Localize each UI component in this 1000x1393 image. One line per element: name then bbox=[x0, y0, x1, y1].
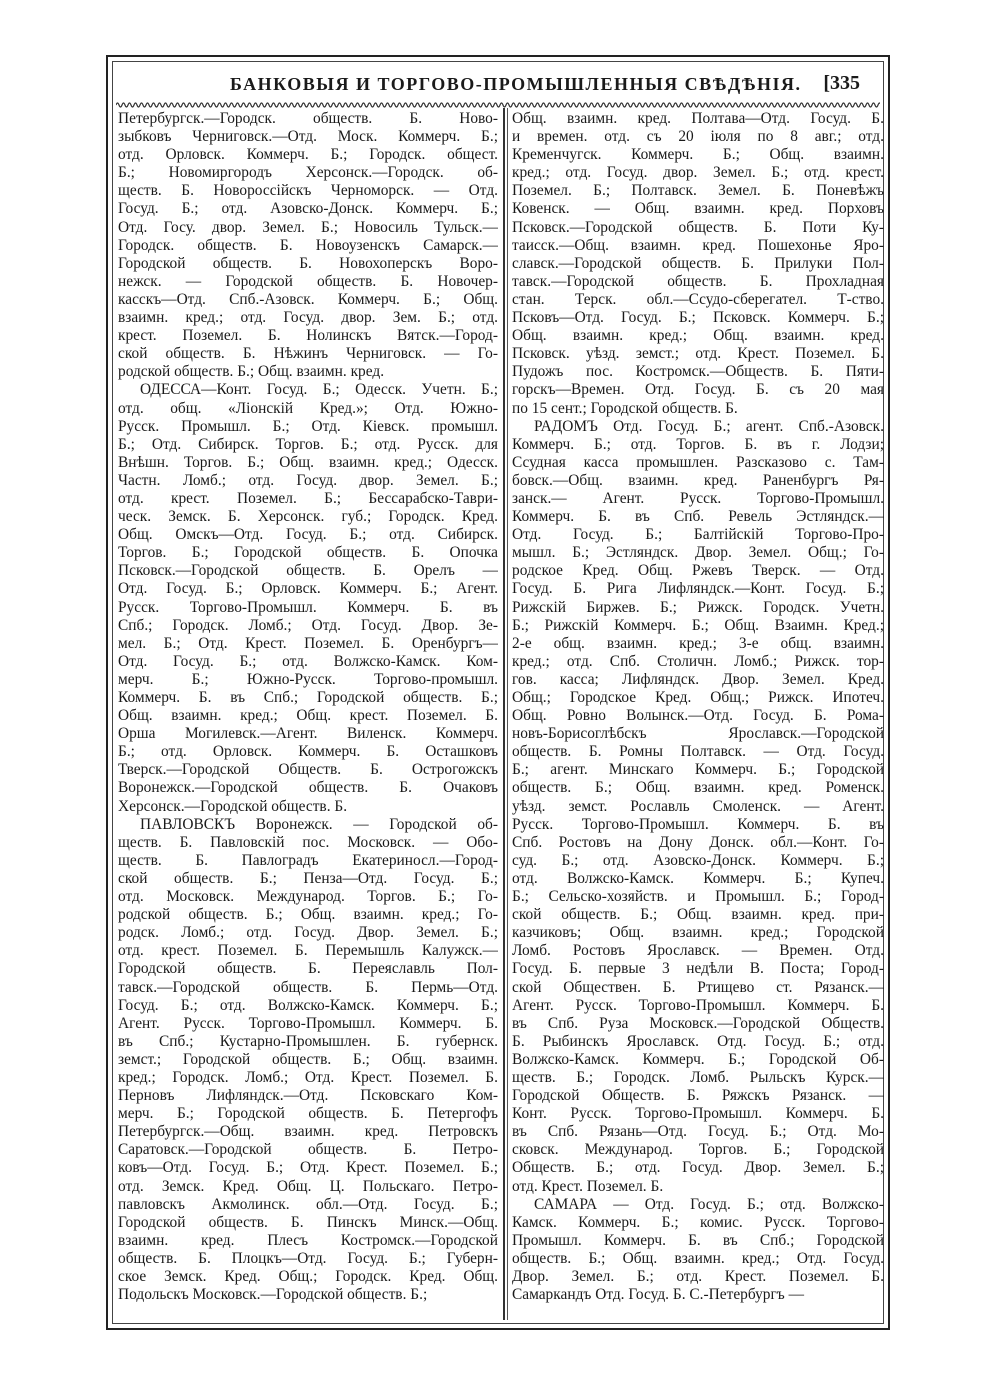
text-line: родской обществ. Б.; Общ. взаимн. кред. bbox=[118, 363, 385, 381]
text-line: Отд. Госуд. Б.; отд. Волжско-Камск. Ком- bbox=[118, 652, 498, 670]
text-line: ской обществ. Б.; Пенза—Отд. Госуд. Б.; bbox=[118, 869, 498, 887]
column-divider-thin bbox=[507, 108, 508, 1320]
text-line: Волжско-Камск. Коммерч. Б.; Городской Об- bbox=[512, 1050, 884, 1068]
text-line: Госуд. Б. первые 3 недѣли В. Поста; Город- bbox=[512, 960, 884, 978]
text-line: Обществ. Б.; отд. Госуд. Двор. Земел. Б.; bbox=[512, 1159, 884, 1177]
text-line: отд. Московск. Международ. Торгов. Б.; Го- bbox=[118, 888, 498, 906]
text-line: Ломб. Ростовъ Ярославск. — Времен. Отд. bbox=[512, 942, 884, 960]
text-line: и времен. отд. съ 20 іюля по 8 авг.; отд. bbox=[512, 128, 884, 146]
text-line: ской обществ. Б. Нѣжинъ Черниговск. — Го- bbox=[118, 345, 498, 363]
text-line: Коммерч. Б. въ Спб.; Городской обществ. Б.; bbox=[118, 689, 498, 706]
text-line: РАДОМЪ Отд. Госуд. Б.; агент. Спб.-Азовск. bbox=[534, 417, 884, 435]
text-line: Спб.; Городск. Ломб.; Отд. Госуд. Двор. Зе- bbox=[118, 616, 498, 634]
text-line: кред.; отд. Спб. Столичн. Ломб.; Рижск. тор- bbox=[512, 652, 884, 670]
text-line: Общ. взаимн. кред.; Общ. крест. Поземел. Б. bbox=[118, 707, 498, 725]
text-line: земст.; Городской обществ. Б.; Общ. взаимн. bbox=[118, 1050, 498, 1068]
text-line: отд. Крест. Поземел. Б. bbox=[512, 1177, 664, 1195]
text-line: Русск. Промышл. Б.; Отд. Кіевск. промышл. bbox=[118, 417, 498, 435]
text-line: уѣзд. земст. Рославль Смоленск. — Агент. bbox=[512, 797, 884, 815]
text-line: САМАРА — Отд. Госуд. Б.; отд. Волжско- bbox=[534, 1195, 884, 1213]
text-line: Псковъ—Отд. Госуд. Б.; Псковск. Коммерч. Б.; bbox=[512, 309, 884, 327]
text-line: родское Кред. Общ. Ржевъ Тверск. — Отд. bbox=[512, 562, 884, 580]
text-line: Б.; агент. Минскаго Коммерч. Б.; Городской bbox=[512, 761, 884, 779]
text-line: обществ. Б.; Общ. взаимн. кред. Роменск. bbox=[512, 779, 884, 797]
running-head bbox=[118, 74, 878, 100]
text-line: гов. касса; Лифляндск. Двор. Земел. Кред. bbox=[512, 670, 884, 688]
text-line: касскъ—Отд. Спб.-Азовск. Коммерч. Б.; Общ. bbox=[118, 290, 498, 308]
text-line: отд. Земск. Кред. Общ. Ц. Польскаго. Петро- bbox=[118, 1177, 498, 1195]
text-line: отд. Орловск. Коммерч. Б.; Городск. общест. bbox=[118, 146, 498, 164]
text-line: Камск. Коммерч. Б.; комис. Русск. Торгово- bbox=[512, 1213, 884, 1231]
text-line: ществ. Б. Новороссійскъ Черноморск. — Отд. bbox=[118, 182, 498, 200]
text-line: ское Земск. Кред. Общ.; Городск. Кред. Общ. bbox=[118, 1268, 498, 1285]
text-line: Отд. Госуд. Б.; Балтійскій Торгово-Про- bbox=[512, 526, 884, 544]
text-line: крест. Поземел. Б. Нолинскъ Вятск.—Город- bbox=[118, 327, 498, 345]
text-line: ской Обществен. Б. Ртищево ст. Рязанск.— bbox=[512, 978, 884, 996]
text-line: Херсонск.—Городской обществ. Б. bbox=[118, 797, 348, 815]
text-line: новъ-Борисоглѣбскъ Ярославск.—Городской bbox=[512, 725, 884, 743]
text-line: родской обществ. Б.; Общ. взаимн. кред.; Го- bbox=[118, 906, 498, 924]
text-line: кред.; Городск. Ломб.; Отд. Крест. Поземел. Б. bbox=[118, 1068, 498, 1086]
text-line: Госуд. Б.; отд. Волжско-Камск. Коммерч. Б.; bbox=[118, 996, 498, 1014]
text-line: Перновъ Лифляндск.—Отд. Псковскаго Ком- bbox=[118, 1087, 498, 1105]
text-line: ществ. Б. Павловскій пос. Московск. — Обо- bbox=[118, 833, 498, 851]
text-line: взаимн. кред.; отд. Госуд. двор. Зем. Б.; отд. bbox=[118, 309, 498, 327]
text-line: Петербургск.—Городск. обществ. Б. Ново- bbox=[118, 110, 498, 127]
text-line: Городской обществ. Б. Переяславль Пол- bbox=[118, 960, 498, 978]
text-line: Отд. Госу. двор. Земел. Б.; Новосиль Тульск.— bbox=[118, 218, 498, 236]
text-line: ществ. Б. Павлоградъ Екатериносл.—Город- bbox=[118, 851, 498, 869]
page-title: БАНКОВЫЯ И ТОРГОВО-ПРОМЫШЛЕННЫЯ СВѢДѢНІЯ. bbox=[230, 74, 802, 94]
text-line: Б.; Рижскій Коммерч. Б.; Общ. Взаимн. Кред.; bbox=[512, 616, 884, 634]
text-line: ОДЕССА—Конт. Госуд. Б.; Одесск. Учетн. Б.; bbox=[140, 381, 498, 399]
text-line: Частн. Ломб.; отд. Госуд. двор. Земел. Б.; bbox=[118, 471, 498, 489]
text-line: Городской Обществ. Б. Ряжскъ Рязанск. — bbox=[512, 1087, 884, 1105]
text-line: павловскъ Акмолинск. обл.—Отд. Госуд. Б.; bbox=[118, 1195, 498, 1213]
text-line: Б.; Отд. Сибирск. Торгов. Б.; отд. Русск. для bbox=[118, 435, 498, 453]
text-line: Городской обществ. Б. Пинскъ Минск.—Общ. bbox=[118, 1213, 498, 1231]
text-line: отд. крест. Поземел. Б. Перемышль Калужск.— bbox=[118, 942, 498, 960]
text-line: Городск. обществ. Б. Новоузенскъ Самарск.— bbox=[118, 236, 498, 254]
text-line: Пудожъ пос. Костромск.—Обществ. Б. Пяти- bbox=[512, 363, 884, 381]
text-line: мышл. Б.; Эстляндск. Двор. Земел. Общ.; Го- bbox=[512, 544, 884, 562]
text-line: ской обществ. Б.; Общ. взаимн. кред. при- bbox=[512, 906, 884, 924]
text-line: славск.—Городской обществ. Б. Прилуки Пол- bbox=[512, 254, 884, 272]
text-line: Общ. взаимн. кред.; Общ. взаимн. кред. bbox=[512, 327, 884, 345]
text-line: Общ.; Городское Кред. Общ.; Рижск. Ипотеч. bbox=[512, 689, 884, 706]
text-line: Общ. Ровно Волынск.—Отд. Госуд. Б. Рома- bbox=[512, 707, 884, 725]
text-line: въ Спб. Руза Московск.—Городской Обществ. bbox=[512, 1014, 884, 1032]
text-line: взаимн. кред. Плесъ Костромск.—Городской bbox=[118, 1231, 498, 1249]
text-line: кред.; отд. Госуд. двор. Земел. Б.; отд. крест. bbox=[512, 164, 884, 182]
text-line: Коммерч. Б.; отд. Торгов. Б. въ г. Лодзи; bbox=[512, 435, 884, 453]
text-line: тавск.—Городской обществ. Б. Прохладная bbox=[512, 272, 884, 290]
text-line: Спб. Ростовъ на Дону Донск. обл.—Конт. Го- bbox=[512, 833, 884, 851]
text-line: Петербургск.—Общ. взаимн. кред. Петровскъ bbox=[118, 1123, 498, 1141]
text-line: Русск. Торгово-Промышл. Коммерч. Б. въ bbox=[118, 598, 498, 616]
text-line: Рижскій Биржев. Б.; Рижск. Городск. Учетн. bbox=[512, 598, 884, 616]
text-line: таисск.—Общ. взаимн. кред. Пошехонье Яро- bbox=[512, 236, 884, 254]
text-line: сковск. Международ. Торгов. Б.; Городской bbox=[512, 1141, 884, 1159]
text-line: мерч. Б.; Южно-Русск. Торгово-промышл. bbox=[118, 670, 498, 688]
text-line: въ Спб. Рязань—Отд. Госуд. Б.; Отд. Мо- bbox=[512, 1123, 884, 1141]
text-line: Псковск.—Городской обществ. Б. Орелъ — bbox=[118, 562, 498, 580]
text-line: Внѣшн. Торгов. Б.; Общ. взаимн. кред.; Одесск. bbox=[118, 453, 498, 471]
text-line: Общ. Омскъ—Отд. Госуд. Б.; отд. Сибирск. bbox=[118, 526, 498, 544]
text-line: мел. Б.; Отд. Крест. Поземел. Б. Оренбургъ— bbox=[118, 634, 498, 652]
text-line: Орша Могилевск.—Агент. Виленск. Коммерч. bbox=[118, 725, 498, 743]
text-line: зыбковъ Черниговск.—Отд. Моск. Коммерч. Б.; bbox=[118, 128, 498, 146]
text-line: Общ. взаимн. кред. Полтава—Отд. Госуд. Б. bbox=[512, 110, 884, 127]
text-line: родск. Ломб.; отд. Госуд. Двор. Земел. Б.; bbox=[118, 924, 498, 942]
text-line: Псковск.—Городской обществ. Б. Поти Ку- bbox=[512, 218, 884, 236]
text-line: горскъ—Времен. Отд. Госуд. Б. съ 20 мая bbox=[512, 381, 884, 399]
text-line: Б.; отд. Орловск. Коммерч. Б. Осташковъ bbox=[118, 743, 498, 761]
wavy-rule-ornament bbox=[116, 100, 880, 110]
text-line: Б. Рыбинскъ Ярославск. Отд. Госуд. Б.; отд. bbox=[512, 1032, 884, 1050]
text-line: ПАВЛОВСКЪ Воронежск. — Городской об- bbox=[140, 815, 498, 833]
text-line: Агент. Русск. Торгово-Промышл. Коммерч. Б. bbox=[512, 996, 884, 1014]
text-line: ческ. Земск. Б. Херсонск. губ.; Городск. Кред. bbox=[118, 508, 498, 526]
text-line: Ссудная касса промышлен. Разсказово с. Там- bbox=[512, 453, 884, 471]
text-line: мерч. Б.; Городской обществ. Б. Петергофъ bbox=[118, 1105, 498, 1123]
text-line: Двор. Земел. Б.; отд. Крест. Поземел. Б. bbox=[512, 1268, 884, 1285]
text-line: обществ. Б.; Общ. взаимн. кред.; Отд. Госуд. bbox=[512, 1249, 884, 1267]
text-line: Промышл. Коммерч. Б. въ Спб.; Городской bbox=[512, 1231, 884, 1249]
text-line: Коммерч. Б. въ Спб. Ревель Эстляндск.— bbox=[512, 508, 884, 526]
text-line: по 15 сент.; Городской обществ. Б. bbox=[512, 399, 738, 417]
text-line: стан. Терск. обл.—Ссудо-сберегател. Т-ство. bbox=[512, 290, 884, 308]
text-line: Агент. Русск. Торгово-Промышл. Коммерч. Б. bbox=[118, 1014, 498, 1032]
text-line: Русск. Торгово-Промышл. Коммерч. Б. въ bbox=[512, 815, 884, 833]
text-line: Городской обществ. Б. Новохоперскъ Воро- bbox=[118, 254, 498, 272]
text-line: Торгов. Б.; Городской обществ. Б. Опочка bbox=[118, 544, 498, 562]
text-line: Конт. Русск. Торгово-Промышл. Коммерч. Б. bbox=[512, 1105, 884, 1123]
text-line: отд. крест. Поземел. Б.; Бессарабско-Таври- bbox=[118, 489, 498, 507]
text-line: Отд. Госуд. Б.; Орловск. Коммерч. Б.; Агент. bbox=[118, 580, 498, 598]
text-line: Самаркандъ Отд. Госуд. Б. С.-Петербургъ — bbox=[512, 1286, 804, 1304]
text-line: Тверск.—Городской Обществ. Б. Острогожскъ bbox=[118, 761, 498, 779]
text-line: обществ. Б. Ромны Полтавск. — Отд. Госуд. bbox=[512, 743, 884, 761]
text-line: Б.; Сельско-хозяйств. и Промышл. Б.; Город- bbox=[512, 888, 884, 906]
text-line: ществ. Б.; Городск. Ломб. Рыльскъ Курск.— bbox=[512, 1068, 884, 1086]
column-divider bbox=[503, 108, 505, 1320]
text-line: отд. общ. «Ліонскій Кред.»; Отд. Южно- bbox=[118, 399, 498, 417]
text-line: нежск. — Городской обществ. Б. Новочер- bbox=[118, 272, 498, 290]
text-line: казчиковъ; Общ. взаимн. кред.; Городской bbox=[512, 924, 884, 942]
text-line: отд. Волжско-Камск. Коммерч. Б.; Купеч. bbox=[512, 869, 884, 887]
text-line: суд. Б.; отд. Азовско-Донск. Коммерч. Б.; bbox=[512, 851, 884, 869]
left-column bbox=[118, 110, 498, 1304]
text-line: занск.— Агент. Русск. Торгово-Промышл. bbox=[512, 489, 884, 507]
text-line: бовск.—Общ. взаимн. кред. Раненбургъ Ря- bbox=[512, 471, 884, 489]
text-line: Воронежск.—Городской обществ. Б. Очаковъ bbox=[118, 779, 498, 797]
text-line: Б.; Новомиргородъ Херсонск.—Городск. об- bbox=[118, 164, 498, 182]
text-line: Подольскъ Московск.—Городской обществ. Б.; bbox=[118, 1286, 428, 1304]
text-line: тавск.—Городской обществ. Б. Пермь—Отд. bbox=[118, 978, 498, 996]
text-line: въ Спб.; Кустарно-Промышлен. Б. губернск. bbox=[118, 1032, 498, 1050]
text-line: обществ. Б. Плоцкъ—Отд. Госуд. Б.; Губерн- bbox=[118, 1249, 498, 1267]
text-line: 2-е общ. взаимн. кред.; 3-е общ. взаимн. bbox=[512, 634, 884, 652]
text-line: Кременчугск. Коммерч. Б.; Общ. взаимн. bbox=[512, 146, 884, 164]
text-line: Госуд. Б.; отд. Азовско-Донск. Коммерч. Б.; bbox=[118, 200, 498, 218]
text-line: Саратовск.—Городской обществ. Б. Петро- bbox=[118, 1141, 498, 1159]
text-line: ковъ—Отд. Госуд. Б.; Отд. Крест. Поземел. Б.; bbox=[118, 1159, 498, 1177]
page-number: [335 bbox=[823, 72, 860, 94]
right-column bbox=[512, 110, 884, 1304]
text-line: Поземел. Б.; Полтавск. Земел. Б. Поневѣжъ bbox=[512, 182, 884, 200]
text-line: Госуд. Б. Рига Лифляндск.—Конт. Госуд. Б.; bbox=[512, 580, 884, 598]
text-line: Ковенск. — Общ. взаимн. кред. Порховъ bbox=[512, 200, 884, 218]
text-line: Псковск. уѣзд. земст.; отд. Крест. Поземел. Б. bbox=[512, 345, 884, 363]
